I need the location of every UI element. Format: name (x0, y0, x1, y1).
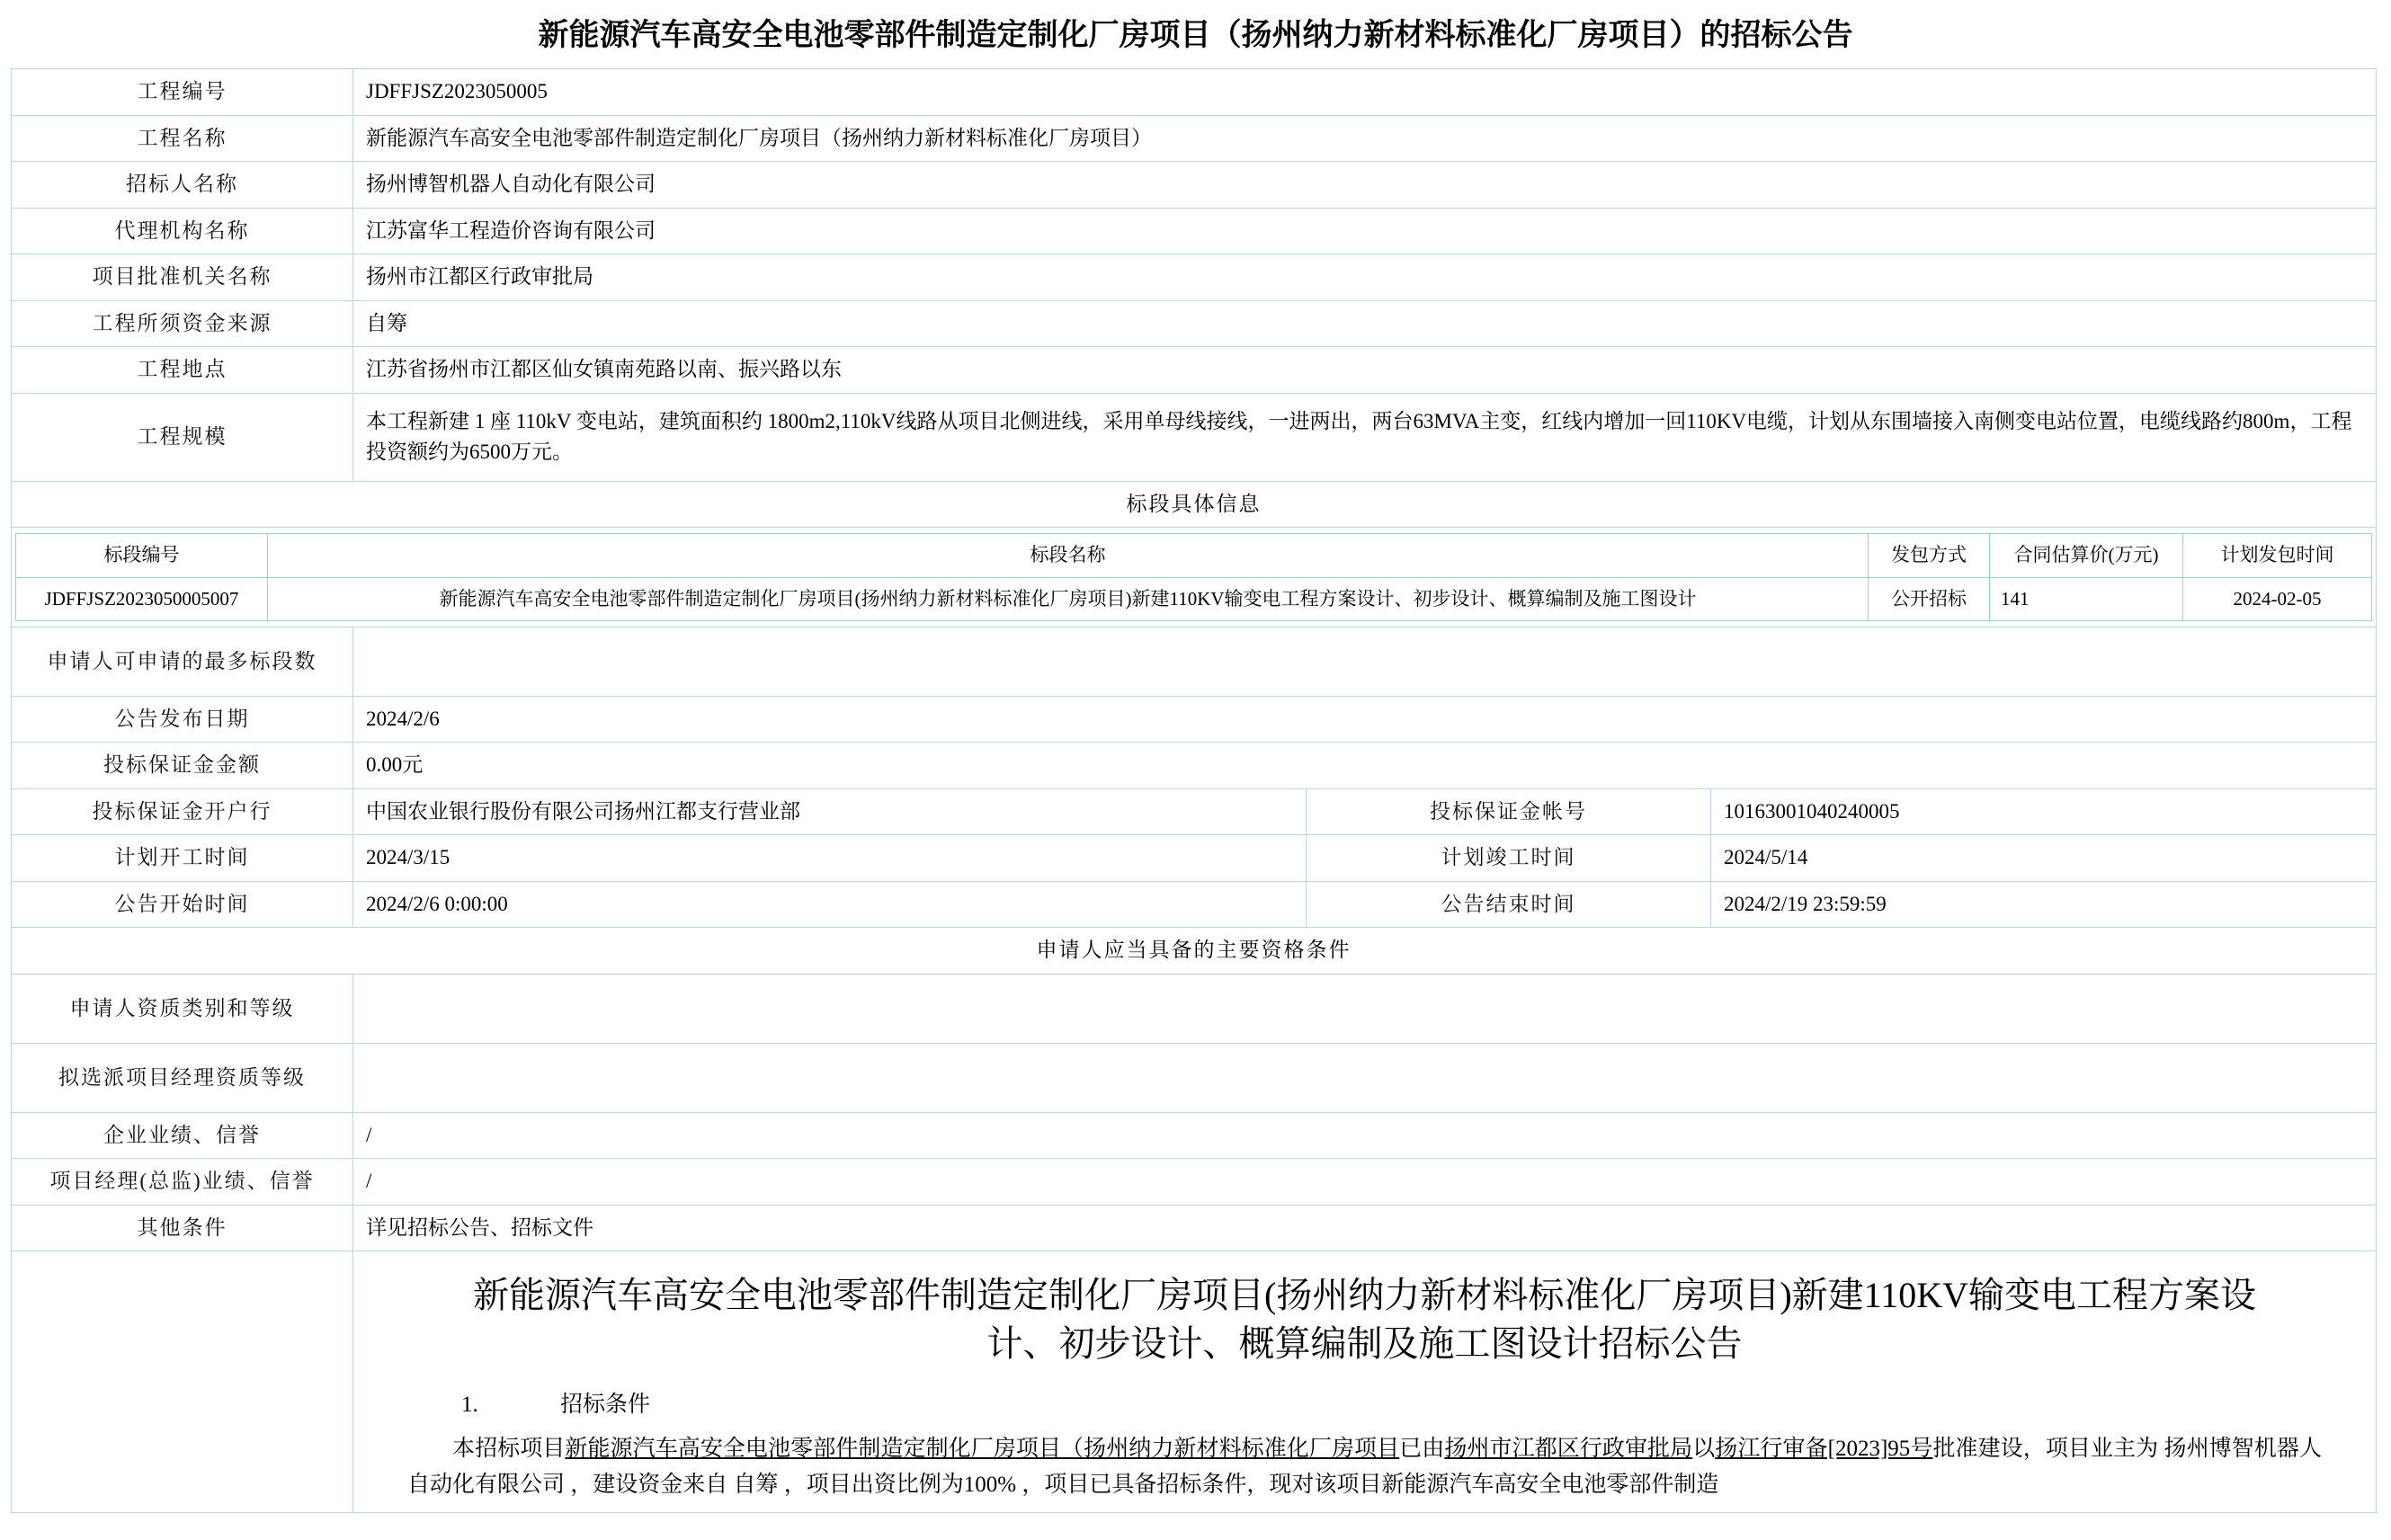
bid-code: JDFFJSZ2023050005007 (16, 577, 268, 620)
bid-mode: 公开招标 (1869, 577, 1990, 620)
field-label: 代理机构名称 (12, 208, 353, 254)
field-value: / (353, 1159, 2377, 1206)
field-value: 扬州博智机器人自动化有限公司 (353, 162, 2377, 209)
field-value: / (353, 1112, 2377, 1159)
field-value: 江苏富华工程造价咨询有限公司 (353, 208, 2377, 254)
field-label: 工程名称 (12, 115, 353, 162)
table-row (12, 835, 2377, 882)
notice-cell (353, 1251, 2377, 1513)
field-label: 项目批准机关名称 (12, 254, 353, 301)
tender-info-table (11, 68, 2377, 1513)
table-row (12, 788, 2377, 835)
field-label: 项目经理(总监)业绩、信誉 (12, 1159, 353, 1206)
qualification-header: 申请人应当具备的主要资格条件 (12, 928, 2377, 975)
notice-mid-1: 已由 (1399, 1436, 1445, 1461)
field-label: 拟选派项目经理资质等级 (12, 1043, 353, 1112)
notice-underline-project: 新能源汽车高安全电池零部件制造定制化厂房项目（扬州纳力新材料标准化厂房项目 (565, 1436, 1400, 1461)
notice-paragraph (407, 1431, 2322, 1503)
field-value: 2024/2/6 (353, 696, 2377, 743)
bid-section-table (15, 533, 2372, 621)
notice-item (407, 1388, 2322, 1422)
field-label: 投标保证金金额 (12, 743, 353, 789)
notice-underline-authority: 扬州市江都区行政审批局 (1444, 1436, 1693, 1461)
table-row (12, 928, 2377, 975)
table-row (12, 115, 2377, 162)
field-value: 新能源汽车高安全电池零部件制造定制化厂房项目（扬州纳力新材料标准化厂房项目） (353, 115, 2377, 162)
table-row (12, 69, 2377, 116)
field-value: 2024/5/14 (1711, 835, 2377, 882)
field-label: 工程地点 (12, 347, 353, 394)
notice-item-label: 招标条件 (560, 1393, 651, 1418)
table-row (12, 300, 2377, 347)
field-value: 详见招标公告、招标文件 (353, 1205, 2377, 1251)
table-row (12, 1043, 2377, 1112)
column-header: 计划发包时间 (2183, 534, 2372, 577)
table-row (12, 743, 2377, 789)
table-row (12, 1251, 2377, 1513)
field-value: 2024/2/19 23:59:59 (1711, 881, 2377, 928)
notice-title: 新能源汽车高安全电池零部件制造定制化厂房项目(扬州纳力新材料标准化厂房项目)新建110KV输变电工程方案设计、初步设计、概算编制及施工图设计招标公告 (473, 1275, 2256, 1365)
field-value: 0.00元 (353, 743, 2377, 789)
field-label: 其他条件 (12, 1205, 353, 1251)
field-value: 中国农业银行股份有限公司扬州江都支行营业部 (353, 788, 1307, 835)
table-row (12, 881, 2377, 928)
field-value: 本工程新建 1 座 110kV 变电站，建筑面积约 1800m2,110kV线路从项目北侧进线，采用单母线接线，一进两出，两台63MVA主变，红线内增加一回110KV电缆，计划从东围墙接入南侧变电站位置，电缆线路约800m，工程投资额约为6500万元。 (353, 393, 2377, 481)
notice-body (353, 1251, 2376, 1512)
table-row (12, 1112, 2377, 1159)
empty-cell (12, 1251, 353, 1513)
table-row (12, 162, 2377, 209)
table-row (12, 1159, 2377, 1206)
notice-tail: 批准建设，项目业主为 扬州博智机器人自动化有限公司 ，建设资金来自 自筹 ，项目出资比例为100% ，项目已具备招标条件，现对该项目新能源汽车高安全电池零部件制造 (407, 1436, 2322, 1497)
bid-price: 141 (1990, 577, 2183, 620)
field-label: 计划开工时间 (12, 835, 353, 882)
table-row (12, 481, 2377, 528)
bid-name: 新能源汽车高安全电池零部件制造定制化厂房项目(扬州纳力新材料标准化厂房项目)新建110KV输变电工程方案设计、初步设计、概算编制及施工图设计 (268, 577, 1869, 620)
field-value: 10163001040240005 (1711, 788, 2377, 835)
column-header: 标段编号 (16, 534, 268, 577)
table-row (12, 627, 2377, 696)
bid-date: 2024-02-05 (2183, 577, 2372, 620)
field-value (353, 1043, 2377, 1112)
table-row (12, 696, 2377, 743)
field-label: 申请人可申请的最多标段数 (12, 627, 353, 696)
field-value: 2024/3/15 (353, 835, 1307, 882)
field-value: JDFFJSZ2023050005 (353, 69, 2377, 116)
field-label: 工程所须资金来源 (12, 300, 353, 347)
field-label: 企业业绩、信誉 (12, 1112, 353, 1159)
table-row (12, 254, 2377, 301)
field-label: 工程编号 (12, 69, 353, 116)
table-row (12, 528, 2377, 628)
column-header: 标段名称 (268, 534, 1869, 577)
page-title: 新能源汽车高安全电池零部件制造定制化厂房项目（扬州纳力新材料标准化厂房项目）的招标公告 (538, 19, 1853, 52)
column-header: 合同估算价(万元) (1990, 534, 2183, 577)
field-label: 公告结束时间 (1307, 881, 1711, 928)
field-label: 计划竣工时间 (1307, 835, 1711, 882)
column-header: 发包方式 (1869, 534, 1990, 577)
bid-section-cell (12, 528, 2377, 628)
table-row (12, 974, 2377, 1043)
field-value (353, 974, 2377, 1043)
field-value: 自筹 (353, 300, 2377, 347)
table-header-row (16, 534, 2372, 577)
field-label: 公告开始时间 (12, 881, 353, 928)
table-row (16, 577, 2372, 620)
bid-section-header: 标段具体信息 (12, 481, 2377, 528)
field-label: 投标保证金帐号 (1307, 788, 1711, 835)
field-value (353, 627, 2377, 696)
field-label: 招标人名称 (12, 162, 353, 209)
table-row (12, 1205, 2377, 1251)
field-value: 扬州市江都区行政审批局 (353, 254, 2377, 301)
field-value: 2024/2/6 0:00:00 (353, 881, 1307, 928)
notice-mid-2: 以 (1692, 1436, 1716, 1461)
table-row (12, 347, 2377, 394)
notice-item-number: 1. (461, 1393, 478, 1418)
table-row (12, 393, 2377, 481)
field-label: 申请人资质类别和等级 (12, 974, 353, 1043)
field-value: 江苏省扬州市江都区仙女镇南苑路以南、振兴路以东 (353, 347, 2377, 394)
notice-prefix: 本招标项目 (452, 1436, 566, 1461)
notice-underline-docno: 扬江行审备[2023]95号 (1715, 1436, 1933, 1461)
field-label: 工程规模 (12, 393, 353, 481)
field-label: 投标保证金开户行 (12, 788, 353, 835)
table-row (12, 208, 2377, 254)
field-label: 公告发布日期 (12, 696, 353, 743)
